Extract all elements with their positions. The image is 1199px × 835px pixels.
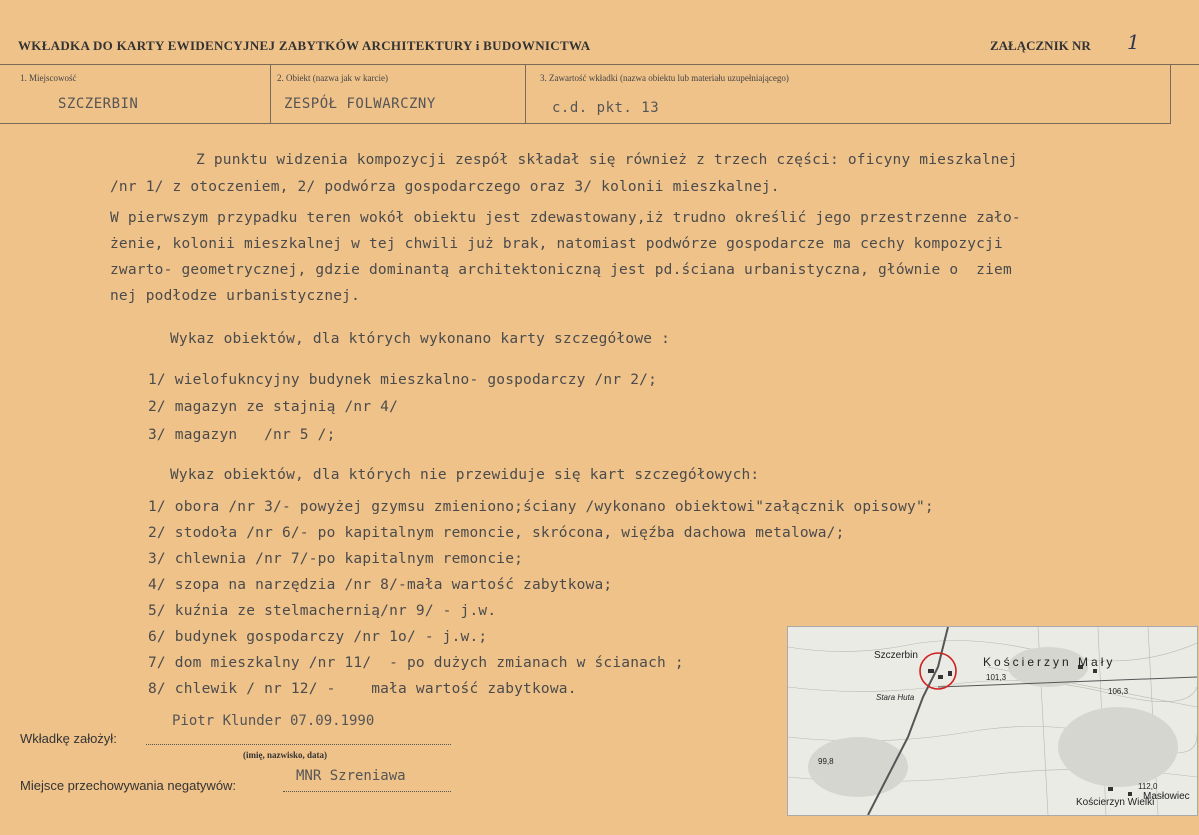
list-item: 6/ budynek gospodarczy /nr 1o/ - j.w.;: [148, 629, 488, 645]
negatives-dotted-line: [283, 791, 451, 792]
map-label: 112,0: [1138, 782, 1158, 791]
list-item: 1/ wielofukncyjny budynek mieszkalno- gospodarczy /nr 2/;: [148, 372, 657, 388]
annex-label: ZAŁĄCZNIK NR: [990, 38, 1091, 53]
body-line: żenie, kolonii mieszkalnej w tej chwili już brak, natomiast podwórze gospodarcze ma cechy kompozycji: [110, 236, 1003, 252]
list-item: 2/ stodoła /nr 6/- po kapitalnym remoncie, skrócona, więźba dachowa metalowa/;: [148, 525, 845, 541]
list-item: 8/ chlewik / nr 12/ - mała wartość zabytkowa.: [148, 681, 577, 697]
map-label: Stara Huta: [876, 693, 915, 702]
list-item: 1/ obora /nr 3/- powyżej gzymsu zmieniono;ściany /wykonano obiektowi"załącznik opisowy";: [148, 499, 934, 515]
location-map: [787, 626, 1198, 816]
negatives-label: Miejsce przechowywania negatywów:: [20, 778, 237, 793]
field-value-object: ZESPÓŁ FOLWARCZNY: [284, 96, 436, 112]
header-divider: [0, 64, 1199, 65]
author-value: Piotr Klunder 07.09.1990: [172, 713, 375, 729]
fields-bottom-line: [0, 123, 1170, 124]
list-heading-not-detailed: Wykaz obiektów, dla których nie przewiduje się kart szczegółowych:: [170, 467, 760, 483]
map-label: Kościerzyn Wielki: [1076, 797, 1155, 808]
annex-number: 1: [1127, 30, 1140, 54]
body-line: zwarto- geometrycznej, gdzie dominantą architektoniczną jest pd.ściana urbanistyczna, głównie o ziem: [110, 262, 1012, 278]
map-label: Kościerzyn Mały: [983, 655, 1116, 669]
field-label-locality: 1. Miejscowość: [20, 73, 77, 83]
field-label-content: 3. Zawartość wkładki (nazwa obiektu lub materiału uzupełniającego): [540, 73, 789, 83]
map-label: Masłowiec: [1143, 791, 1190, 802]
negatives-value: MNR Szreniawa: [296, 768, 406, 784]
author-note: (imię, nazwisko, data): [243, 750, 327, 760]
map-label: 101,3: [986, 673, 1007, 682]
field-label-object: 2. Obiekt (nazwa jak w karcie): [277, 73, 388, 83]
body-line: W pierwszym przypadku teren wokół obiektu jest zdewastowany,iż trudno określić jego przestrzenne zało-: [110, 210, 1021, 226]
map-label: Szczerbin: [874, 650, 918, 661]
list-item: 2/ magazyn ze stajnią /nr 4/: [148, 399, 399, 415]
list-item: 7/ dom mieszkalny /nr 11/ - po dużych zmianach w ścianach ;: [148, 655, 684, 671]
list-item: 4/ szopa na narzędzia /nr 8/-mała wartość zabytkowa;: [148, 577, 613, 593]
form-title: WKŁADKA DO KARTY EWIDENCYJNEJ ZABYTKÓW ARCHITEKTURY i BUDOWNICTWA: [18, 38, 591, 53]
map-label: 106,3: [1108, 687, 1129, 696]
list-item: 3/ chlewnia /nr 7/-po kapitalnym remoncie;: [148, 551, 524, 567]
list-item: 3/ magazyn /nr 5 /;: [148, 427, 336, 443]
author-label: Wkładkę założył:: [20, 731, 117, 746]
field-value-content: c.d. pkt. 13: [552, 100, 660, 116]
field-divider-3: [1170, 64, 1171, 124]
body-line: /nr 1/ z otoczeniem, 2/ podwórza gospodarczego oraz 3/ kolonii mieszkalnej.: [110, 179, 780, 195]
field-divider-1: [270, 64, 271, 124]
author-dotted-line: [146, 744, 451, 745]
body-line: nej podłodze urbanistycznej.: [110, 288, 361, 304]
body-line: Z punktu widzenia kompozycji zespół składał się również z trzech części: oficyny mieszkalnej: [196, 152, 1018, 168]
map-label: 99,8: [818, 757, 834, 766]
field-value-locality: SZCZERBIN: [58, 96, 139, 112]
field-divider-2: [525, 64, 526, 124]
list-heading-detailed: Wykaz obiektów, dla których wykonano karty szczegółowe :: [170, 331, 671, 347]
list-item: 5/ kuźnia ze stelmachernią/nr 9/ - j.w.: [148, 603, 497, 619]
